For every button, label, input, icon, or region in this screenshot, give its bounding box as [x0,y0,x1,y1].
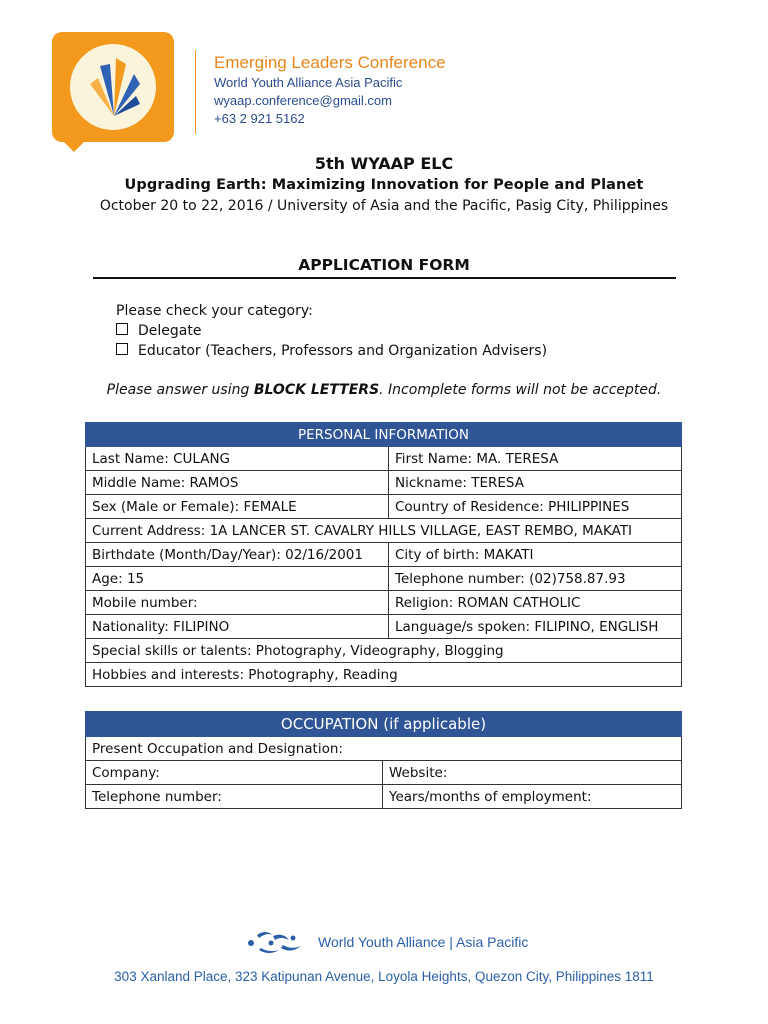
table-row [86,785,682,809]
contact-phone: +63 2 921 5162 [214,111,305,126]
field-sex[interactable]: Sex (Male or Female): FEMALE [86,495,389,519]
title-rule [93,277,676,279]
form-title: APPLICATION FORM [298,256,470,274]
checkbox-educator[interactable] [116,343,128,355]
field-languages-spoken[interactable]: Language/s spoken: FILIPINO, ENGLISH [389,615,682,639]
category-prompt: Please check your category: [116,303,313,319]
table-row [86,639,682,663]
world-youth-alliance-logo-icon [243,926,307,960]
category-option-educator[interactable] [116,341,547,361]
organization-name: World Youth Alliance Asia Pacific [214,75,403,90]
instructions [100,381,668,400]
footer-address: 303 Xanland Place, 323 Katipunan Avenue, Loyola Heights, Quezon City, Philippines 1811 [114,969,654,984]
table-row [86,761,682,785]
field-mobile-number[interactable]: Mobile number: [86,591,389,615]
personal-information-heading: PERSONAL INFORMATION [86,423,682,447]
table-row [86,567,682,591]
field-hobbies[interactable]: Hobbies and interests: Photography, Reading [86,663,682,687]
field-country-of-residence[interactable]: Country of Residence: PHILIPPINES [389,495,682,519]
field-occupation-telephone[interactable]: Telephone number: [86,785,383,809]
category-label-educator: Educator (Teachers, Professors and Organization Advisers) [138,343,548,359]
checkbox-delegate[interactable] [116,323,128,335]
conference-name: Emerging Leaders Conference [214,53,446,72]
event-subtitle: Upgrading Earth: Maximizing Innovation for People and Planet [124,177,644,193]
table-row [86,447,682,471]
personal-information-table [85,422,682,687]
category-section [116,301,547,361]
field-city-of-birth[interactable]: City of birth: MAKATI [389,543,682,567]
header-contact [214,52,446,128]
field-years-of-employment[interactable]: Years/months of employment: [383,785,682,809]
instructions-emphasis: BLOCK LETTERS [253,382,380,398]
table-row [86,519,682,543]
field-age[interactable]: Age: 15 [86,567,389,591]
table-row [86,737,682,761]
field-birthdate[interactable]: Birthdate (Month/Day/Year): 02/16/2001 [86,543,389,567]
field-current-address[interactable]: Current Address: 1A LANCER ST. CAVALRY HILLS VILLAGE, EAST REMBO, MAKATI [86,519,682,543]
event-title: 5th WYAAP ELC [314,154,454,173]
header-divider [195,50,196,134]
logo-emblem [70,44,156,130]
category-label-delegate: Delegate [138,323,202,339]
field-present-occupation[interactable]: Present Occupation and Designation: [86,737,682,761]
field-nickname[interactable]: Nickname: TERESA [389,471,682,495]
table-row [86,591,682,615]
conference-logo [52,32,174,142]
field-website[interactable]: Website: [383,761,682,785]
field-special-skills[interactable]: Special skills or talents: Photography, Videography, Blogging [86,639,682,663]
table-row [86,615,682,639]
field-telephone-number[interactable]: Telephone number: (02)758.87.93 [389,567,682,591]
book-leaves-icon [70,44,156,130]
contact-email: wyaap.conference@gmail.com [214,93,392,108]
table-row [86,495,682,519]
table-row [86,471,682,495]
table-row [86,543,682,567]
field-middle-name[interactable]: Middle Name: RAMOS [86,471,389,495]
instructions-after: . Incomplete forms will not be accepted. [379,382,662,398]
field-first-name[interactable]: First Name: MA. TERESA [389,447,682,471]
occupation-heading: OCCUPATION (if applicable) [86,712,682,737]
occupation-table [85,711,682,809]
field-last-name[interactable]: Last Name: CULANG [86,447,389,471]
field-religion[interactable]: Religion: ROMAN CATHOLIC [389,591,682,615]
field-nationality[interactable]: Nationality: FILIPINO [86,615,389,639]
event-dates-venue: October 20 to 22, 2016 / University of Asia and the Pacific, Pasig City, Philippines [99,198,669,214]
footer-organization: World Youth Alliance | Asia Pacific [318,934,529,950]
table-row [86,663,682,687]
category-option-delegate[interactable] [116,321,547,341]
field-company[interactable]: Company: [86,761,383,785]
logo-tail [62,140,86,152]
instructions-before: Please answer using [106,382,254,398]
